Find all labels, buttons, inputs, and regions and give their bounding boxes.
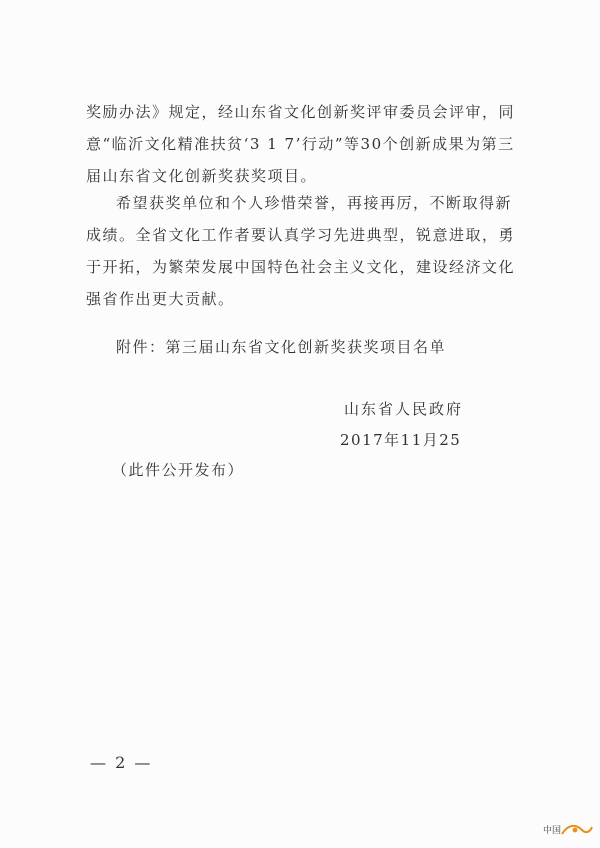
body-paragraph-2: 希望获奖单位和个人珍惜荣誉，再接再厉，不断取得新成绩。全省文化工作者要认真学习先进典型，锐意进取，勇于开拓，为繁荣发展中国特色社会主义文化，建设经济文化强省作出更大贡献。 <box>86 194 516 308</box>
page-number: — 2 — <box>90 753 153 772</box>
issue-date: 2017年11月25 <box>340 431 462 449</box>
watermark-text: 中国 <box>543 826 562 836</box>
release-note: （此件公开发布） <box>112 461 245 479</box>
attachment-line: 附件：第三届山东省文化创新奖获奖项目名单 <box>116 338 447 356</box>
issuer-name: 山东省人民政府 <box>344 400 464 418</box>
body-paragraph-1: 奖励办法》规定，经山东省文化创新奖评审委员会评审，同意“临沂文化精准扶贫‘3 1 7’行动”等30个创新成果为第三届山东省文化创新奖获奖项目。 <box>86 103 516 185</box>
watermark-logo-icon <box>542 818 594 840</box>
